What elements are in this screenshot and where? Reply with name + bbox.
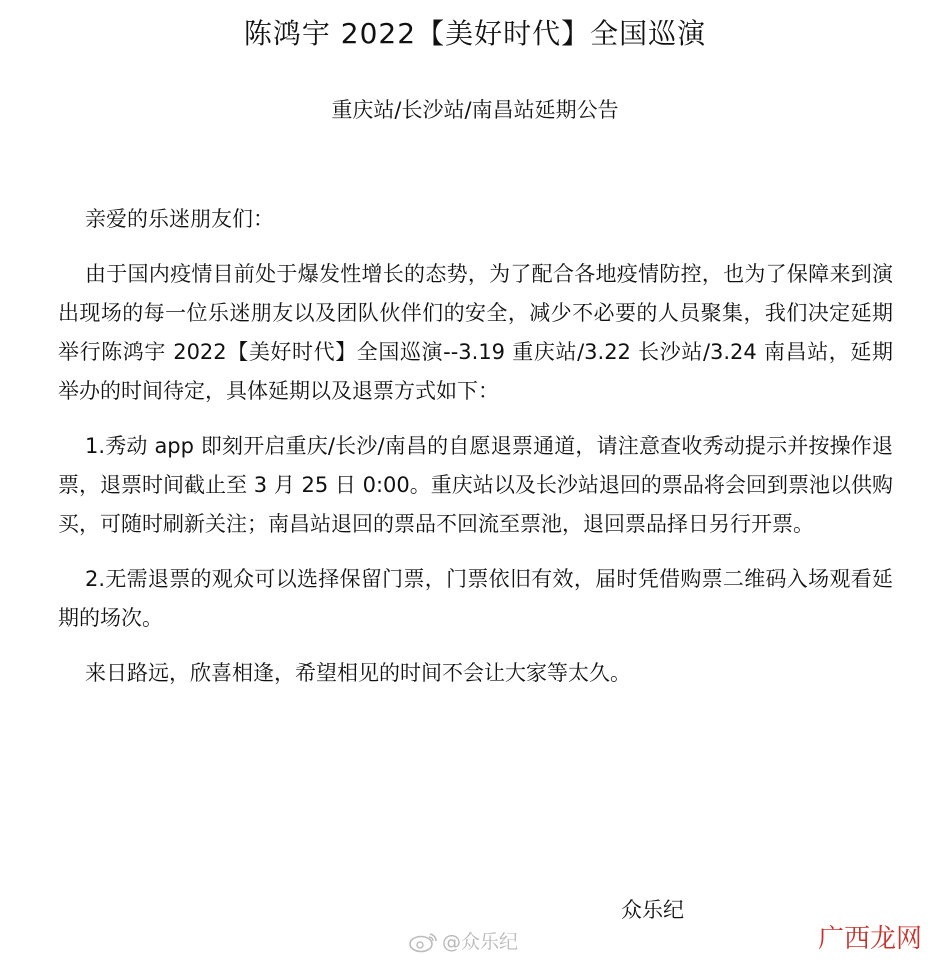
weibo-watermark (408, 927, 518, 957)
paragraph-keep-ticket: 2.无需退票的观众可以选择保留门票，门票依旧有效，届时凭借购票二维码入场观看延期的场次。 (58, 567, 893, 630)
weibo-handle: @众乐纪 (442, 931, 519, 953)
signature: 众乐纪 (621, 898, 684, 922)
greeting-line: 亲爱的乐迷朋友们： (85, 207, 274, 231)
paragraph-intro: 由于国内疫情目前处于爆发性增长的态势，为了配合各地疫情防控，也为了保障来到演出现场的每一位乐迷朋友以及团队伙伴们的安全，减少不必要的人员聚集，我们决定延期举行陈鸿宇 2022【美好时代】全国巡演--3.19 重庆站/3.22 长沙站/3.24 南昌站，延期举办的时间待定，具体延期以及退票方式如下： (58, 262, 893, 403)
paragraph-closing: 来日路远，欣喜相逢，希望相见的时间不会让大家等太久。 (85, 661, 631, 685)
page-title: 陈鸿宇 2022【美好时代】全国巡演 (243, 17, 707, 50)
site-watermark: 广西龙网 (818, 924, 923, 954)
paragraph-refund: 1.秀动 app 即刻开启重庆/长沙/南昌的自愿退票通道，请注意查收秀动提示并按操作退票，退票时间截止至 3 月 25 日 0:00。重庆站以及长沙站退回的票品将会回到票池以供购买，可随时刷新关注；南昌站退回的票品不回流至票池，退回票品择日另行开票。 (58, 434, 893, 536)
weibo-icon (408, 931, 438, 953)
page-subtitle: 重庆站/长沙站/南昌站延期公告 (331, 98, 619, 122)
announcement-body (58, 200, 893, 709)
